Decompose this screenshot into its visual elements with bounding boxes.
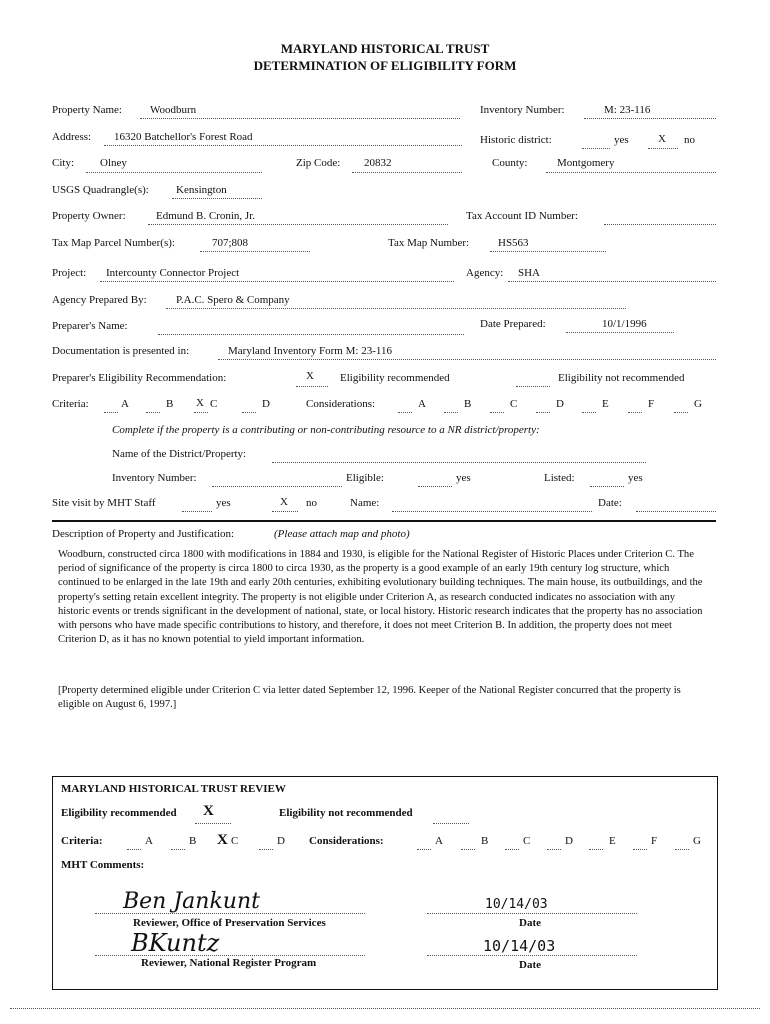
consideration-e: E (602, 398, 609, 410)
review-recommended-mark: X (203, 803, 214, 819)
review-criteria-mark: X (217, 832, 228, 848)
project-value: Intercounty Connector Project (106, 267, 240, 279)
review-criteria-d: D (277, 835, 285, 847)
review-criteria-a: A (145, 835, 153, 847)
reviewer-1-date: 10/14/03 (485, 897, 548, 912)
review-eligibility-recommended: Eligibility recommended (61, 807, 177, 819)
name-label: Name: (350, 497, 380, 509)
site-visit-no: no (306, 497, 317, 509)
consideration-f: F (648, 398, 655, 410)
review-considerations-label: Considerations: (309, 835, 384, 847)
date-label: Date: (598, 497, 622, 509)
historic-district-no: no (684, 134, 695, 146)
review-consideration-b: B (481, 835, 489, 847)
historic-district-mark: X (658, 133, 666, 145)
usgs-label: USGS Quadrangle(s): (52, 184, 149, 196)
site-visit-mark: X (280, 496, 288, 508)
reviewer-2-date-label: Date (519, 959, 541, 971)
site-visit-yes: yes (216, 497, 231, 509)
parcel-label: Tax Map Parcel Number(s): (52, 237, 175, 249)
historic-district-label: Historic district: (480, 134, 552, 146)
county-label: County: (492, 157, 528, 169)
tax-map-label: Tax Map Number: (388, 237, 470, 249)
eligibility-recommended: Eligibility recommended (340, 372, 450, 384)
criteria-b: B (166, 398, 174, 410)
eligible-label: Eligible: (346, 472, 384, 484)
section-divider (52, 520, 716, 522)
owner-label: Property Owner: (52, 210, 126, 222)
criteria-label: Criteria: (52, 398, 89, 410)
agency-value: SHA (518, 267, 541, 279)
city-value: Olney (100, 157, 127, 169)
project-label: Project: (52, 267, 87, 279)
reviewer-1-title: Reviewer, Office of Preservation Services (133, 917, 326, 929)
zip-label: Zip Code: (296, 157, 341, 169)
considerations-label: Considerations: (306, 398, 376, 410)
review-not-recommended: Eligibility not recommended (279, 807, 413, 819)
property-name-label: Property Name: (52, 104, 122, 116)
description-paragraph: Woodburn, constructed circa 1800 with modifications in 1884 and 1930, is eligible for the National Register of Historic Places under Criterion C. The period of significance of the property is circa 1800 to circa 1930, as the property is a good example of an early 19th century log structure, which continued to be enlarged in the late 19th and early 20th centuries, exhibiting evolutionary building techniques. The main house, its outbuildings, and the property's setting retain excellent integrity. The property is not eligible under Criterion A, as research conducted indicates no association with any historic events or trends significant in the development of national, state, or local history. Historic research indicates that the property has no association with persons who have made specific contributions to history, and therefore, it does not meet Criterion B. In addition, the property does not meet Criterion D, as it has no known potential to yield important information. (58, 549, 703, 646)
review-consideration-g: G (693, 835, 701, 847)
mht-review-box (52, 776, 718, 990)
description-note: (Please attach map and photo) (274, 528, 410, 540)
date-prepared-label: Date Prepared: (480, 318, 546, 330)
review-consideration-d: D (565, 835, 573, 847)
criteria-mark: X (196, 397, 204, 409)
preparer-label: Preparer's Name: (52, 320, 128, 332)
owner-value: Edmund B. Cronin, Jr. (156, 210, 256, 222)
form-title-line1: MARYLAND HISTORICAL TRUST (280, 41, 490, 56)
consideration-d: D (556, 398, 564, 410)
reviewer-1-signature: Ben Jankunt (123, 889, 260, 914)
criteria-d: D (262, 398, 270, 410)
address-label: Address: (52, 131, 92, 143)
bottom-edge-line (10, 1008, 760, 1009)
form-title-line2: DETERMINATION OF ELIGIBILITY FORM (253, 58, 517, 73)
review-criteria-label: Criteria: (61, 835, 103, 847)
inventory-number-label: Inventory Number: (480, 104, 565, 116)
address-value: 16320 Batchellor's Forest Road (114, 131, 253, 143)
listed-yes: yes (628, 472, 643, 484)
usgs-value: Kensington (176, 184, 227, 196)
zip-value: 20832 (364, 157, 392, 169)
review-consideration-f: F (651, 835, 658, 847)
inventory-number-value: M: 23-116 (604, 104, 651, 116)
documentation-label: Documentation is presented in: (52, 345, 190, 357)
prepared-by-value: P.A.C. Spero & Company (176, 294, 290, 306)
recommendation-mark: X (306, 370, 314, 382)
prepared-by-label: Agency Prepared By: (52, 294, 147, 306)
recommendation-label: Preparer's Eligibility Recommendation: (52, 372, 227, 384)
inventory-number-label-2: Inventory Number: (112, 472, 197, 484)
district-name-label: Name of the District/Property: (112, 448, 247, 460)
consideration-g: G (694, 398, 702, 410)
reviewer-1-date-label: Date (519, 917, 541, 929)
parcel-value: 707;808 (212, 237, 249, 249)
reviewer-2-title: Reviewer, National Register Program (141, 957, 317, 969)
agency-label: Agency: (466, 267, 504, 279)
review-consideration-a: A (435, 835, 443, 847)
review-title: MARYLAND HISTORICAL TRUST REVIEW (61, 783, 286, 795)
site-visit-label: Site visit by MHT Staff (52, 497, 156, 509)
reviewer-2-signature: BKuntz (131, 929, 220, 957)
consideration-b: B (464, 398, 472, 410)
documentation-value: Maryland Inventory Form M: 23-116 (228, 345, 392, 357)
historic-district-yes: yes (614, 134, 629, 146)
property-name-value: Woodburn (150, 104, 197, 116)
tax-id-label: Tax Account ID Number: (466, 210, 578, 222)
bracket-note: [Property determined eligible under Criterion C via letter dated September 12, 1996. Keeper of the National Register concurred that the property is eligible on August 6, 1997.] (58, 685, 681, 711)
criteria-a: A (121, 398, 129, 410)
review-criteria-c: C (231, 835, 239, 847)
review-consideration-e: E (609, 835, 616, 847)
tax-map-value: HS563 (498, 237, 529, 249)
mht-comments-label: MHT Comments: (61, 859, 145, 871)
reviewer-2-date: 10/14/03 (483, 937, 556, 955)
contributing-note: Complete if the property is a contributing or non-contributing resource to a NR district/property: (112, 424, 540, 436)
listed-label: Listed: (544, 472, 575, 484)
eligibility-not-recommended: Eligibility not recommended (558, 372, 685, 384)
review-consideration-c: C (523, 835, 531, 847)
county-value: Montgomery (557, 157, 615, 169)
date-prepared-value: 10/1/1996 (602, 318, 647, 330)
eligible-yes: yes (456, 472, 471, 484)
consideration-a: A (418, 398, 426, 410)
consideration-c: C (510, 398, 518, 410)
description-label: Description of Property and Justification: (52, 528, 235, 540)
criteria-c: C (210, 398, 218, 410)
city-label: City: (52, 157, 75, 169)
review-criteria-b: B (189, 835, 197, 847)
